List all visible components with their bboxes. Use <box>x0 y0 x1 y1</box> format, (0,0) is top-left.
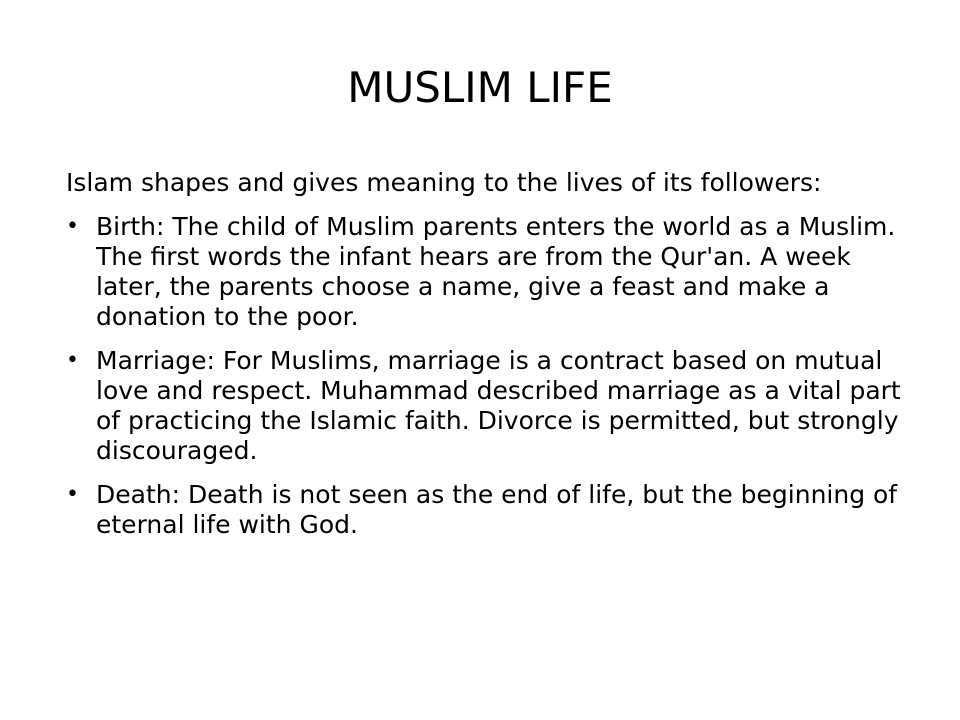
bullet-list <box>66 212 902 540</box>
bullet-text-death: Death: Death is not seen as the end of life, but the beginning of eternal life with God. <box>96 480 898 539</box>
slide-title: MUSLIM LIFE <box>347 63 613 112</box>
bullet-dot-icon: • <box>66 214 79 239</box>
bullet-item-death <box>66 480 902 540</box>
bullet-dot-icon: • <box>66 482 79 507</box>
slide-body <box>66 168 902 554</box>
bullet-text-marriage: Marriage: For Muslims, marriage is a contract based on mutual love and respect. Muhammad described marriage as a vital part of practicing the Islamic faith. Divorce is permitted, but strongly discouraged. <box>96 346 901 465</box>
bullet-item-marriage <box>66 346 902 466</box>
bullet-item-birth <box>66 212 902 332</box>
intro-text: Islam shapes and gives meaning to the lives of its followers: <box>66 168 822 197</box>
bullet-text-birth: Birth: The child of Muslim parents enters the world as a Muslim. The first words the infant hears are from the Qur'an. A week later, the parents choose a name, give a feast and make a donation to the poor. <box>96 212 896 331</box>
bullet-dot-icon: • <box>66 348 79 373</box>
